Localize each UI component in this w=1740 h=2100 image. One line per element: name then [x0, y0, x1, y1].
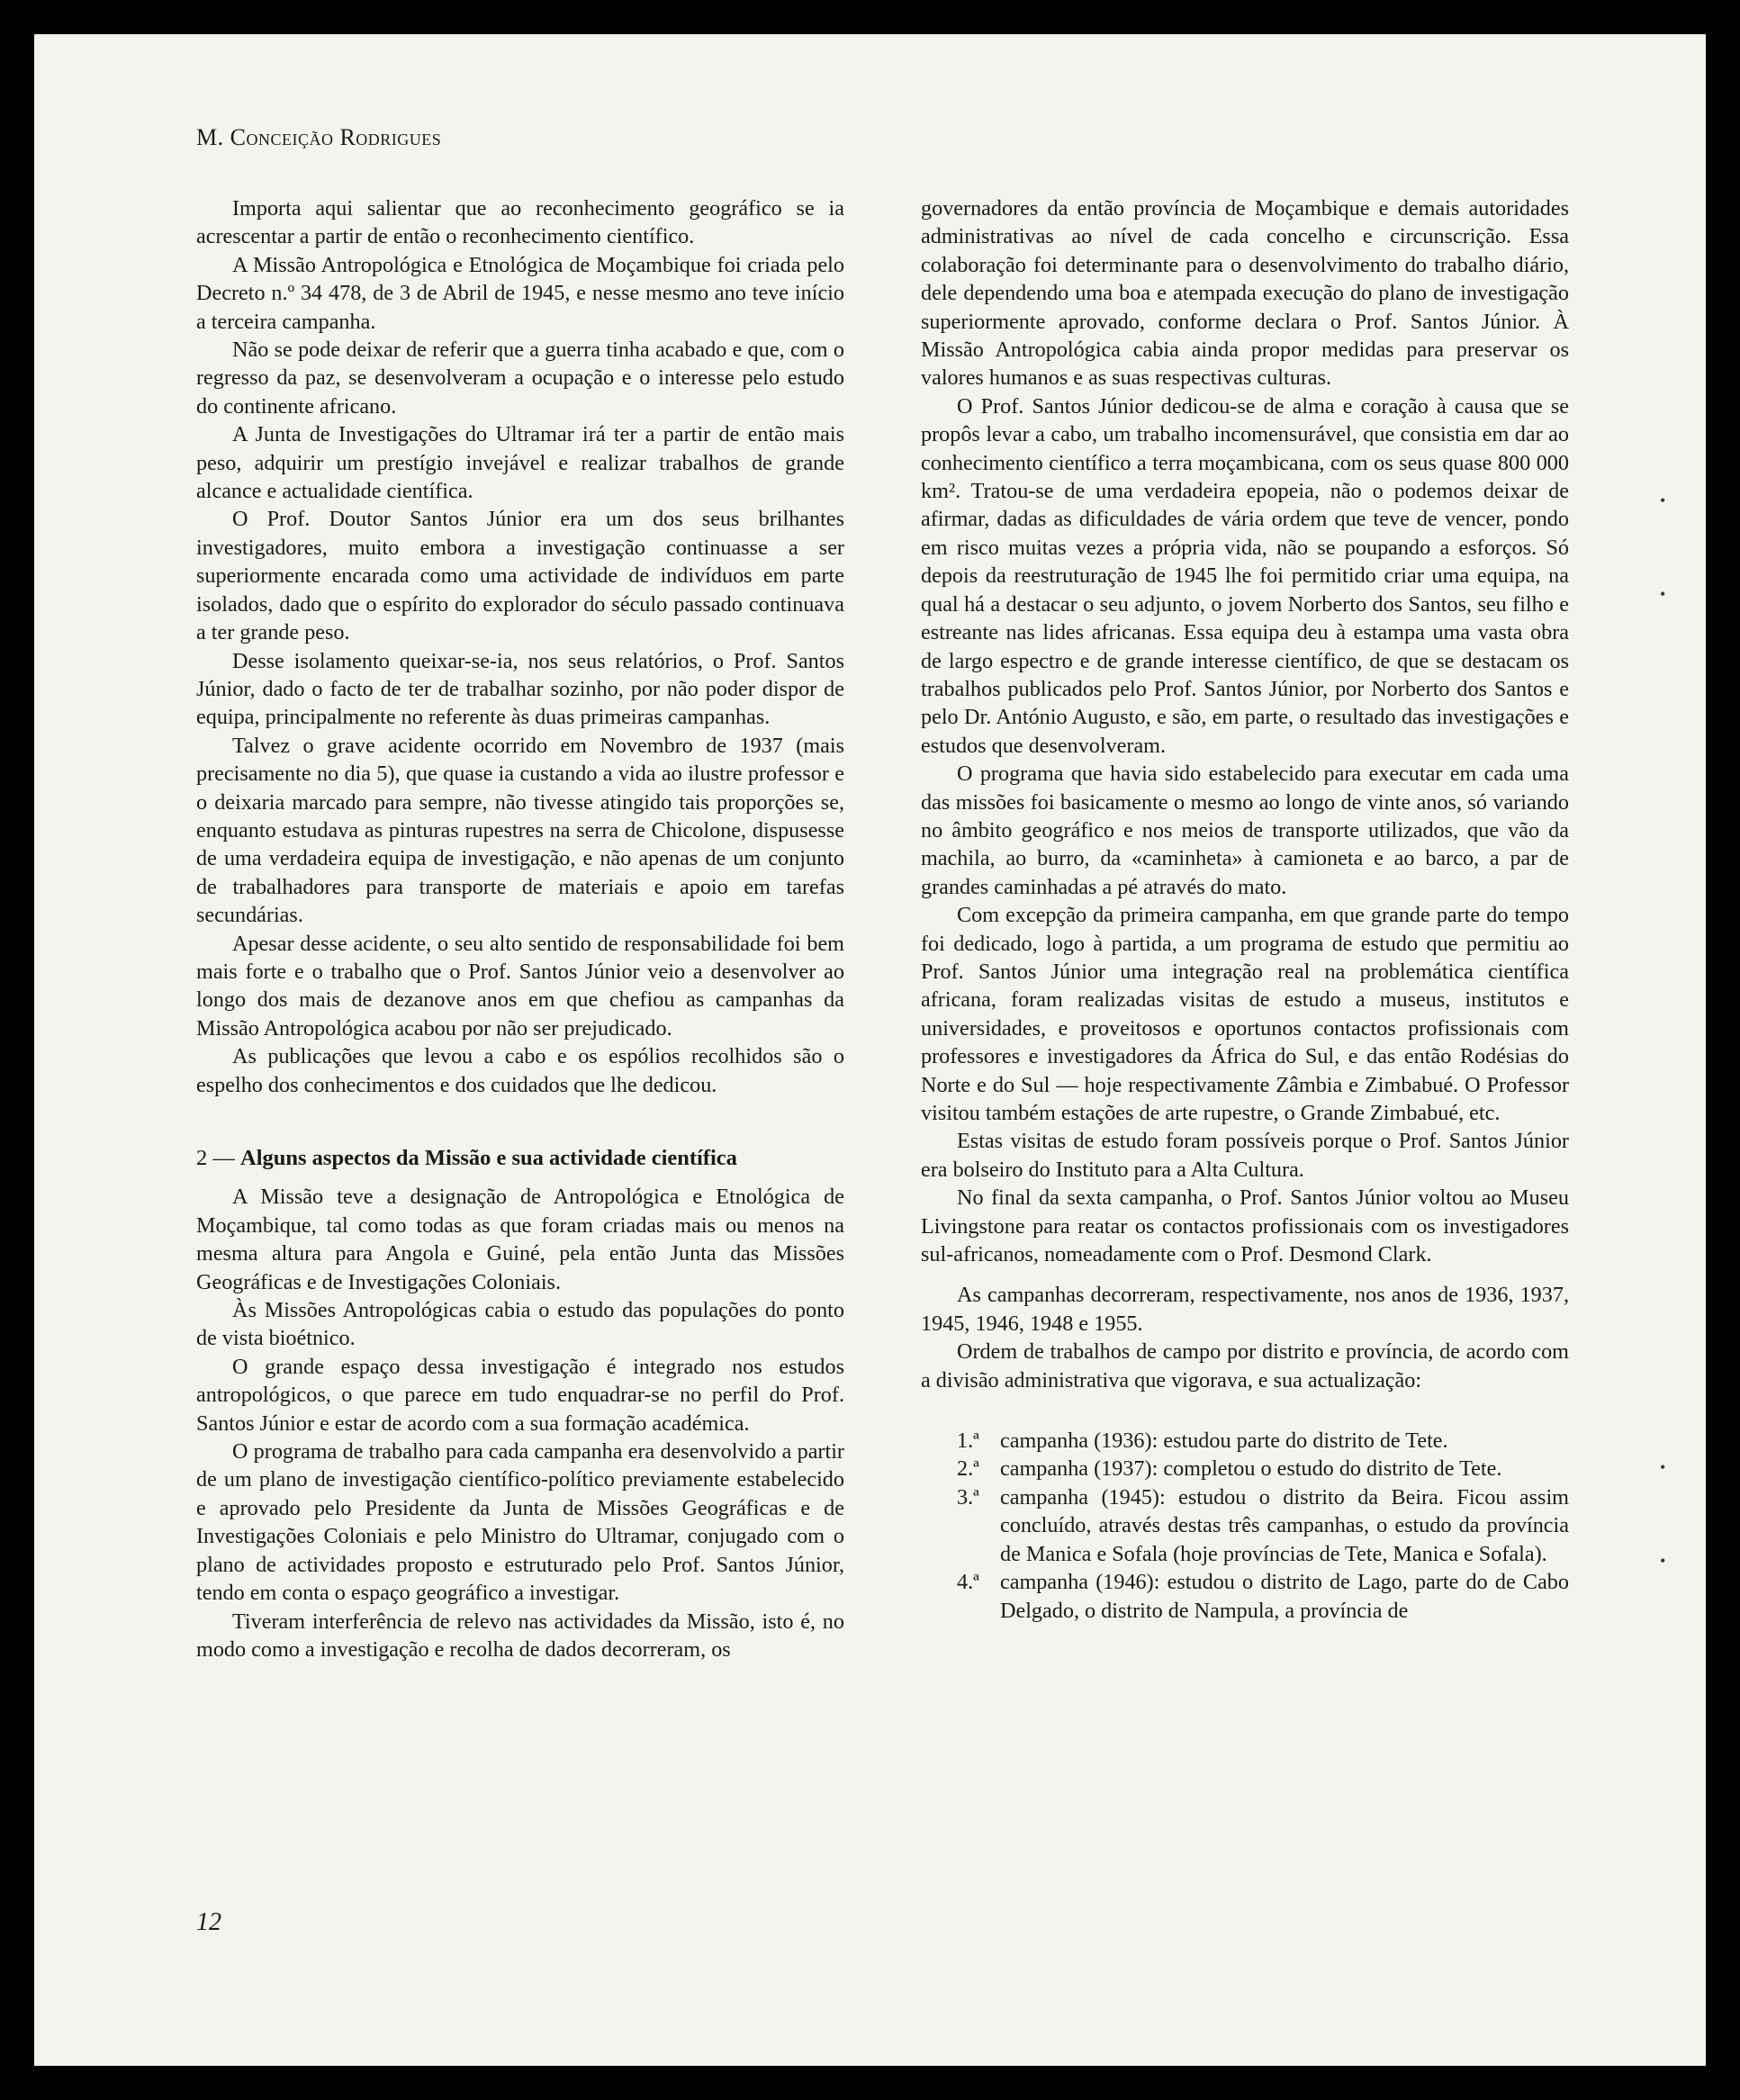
- running-head: [196, 124, 441, 151]
- paragraph: Com excepção da primeira campanha, em que grande parte do tempo foi dedicado, logo à partida, a um programa de estudo que permitiu ao Prof. Santos Júnior uma integração real na problemática científica africana, foram realizadas visitas de estudo a museus, institutos e universidades, e proveitosos e oportunos contactos profissionais com professores e investigadores da África do Sul, e das então Rodésias do Norte e do Sul — hoje respectivamente Zâmbia e Zimbabué. O Professor visitou também estações de arte rupestre, o Grande Zimbabué, etc.: [921, 903, 1569, 1125]
- paragraph: Tiveram interferência de relevo nas actividades da Missão, isto é, no modo como a investigação e recolha de dados decorreram, os: [196, 1609, 844, 1662]
- campaign-number: 4.ª: [957, 1570, 979, 1595]
- margin-mark: •: [1660, 585, 1666, 603]
- paragraph: Apesar desse acidente, o seu alto sentido de responsabilidade foi bem mais forte e o trabalho que o Prof. Santos Júnior veio a desenvolver ao longo dos mais de dezanove anos em que chefiou as campanhas da Missão Antropológica acabou por não ser prejudicado.: [196, 931, 844, 1041]
- margin-mark: •: [1660, 1458, 1666, 1476]
- paragraph: Estas visitas de estudo foram possíveis porque o Prof. Santos Júnior era bolseiro do Instituto para a Alta Cultura.: [921, 1129, 1569, 1182]
- left-column: [196, 194, 844, 1663]
- campaign-text: campanha (1937): completou o estudo do distrito de Tete.: [1000, 1456, 1502, 1482]
- paragraph: O Prof. Doutor Santos Júnior era um dos seus brilhantes investigadores, muito embora a investigação continuasse a ser superiormente encarada como uma actividade de indivíduos em parte isolados, dado que o espírito do explorador do século passado continuava a ter grande peso.: [196, 507, 844, 645]
- campaign-number: 2.ª: [957, 1456, 979, 1482]
- section-heading: [196, 1144, 844, 1172]
- paragraph: Talvez o grave acidente ocorrido em Novembro de 1937 (mais precisamente no dia 5), que quase ia custando a vida ao ilustre professor e o deixaria marcado para sempre, não tivesse atingido tais proporções se, enquanto estudava as pinturas rupestres na serra de Chicolone, dispusesse de uma verdadeira equipa de investigação, e não apenas de um conjunto de trabalhadores para transporte de materiais e apoio em tarefas secundárias.: [196, 733, 844, 928]
- section-number: 2 —: [196, 1146, 240, 1170]
- paragraph: O grande espaço dessa investigação é integrado nos estudos antropológicos, o que parece em tudo enquadrar-se no perfil do Prof. Santos Júnior e estar de acordo com a sua formação académica.: [196, 1354, 844, 1436]
- paragraph: As publicações que levou a cabo e os espólios recolhidos são o espelho dos conhecimentos e dos cuidados que lhe dedicou.: [196, 1044, 844, 1097]
- campaign-text: campanha (1946): estudou o distrito de Lago, parte do de Cabo Delgado, o distrito de Nampula, a província de: [1000, 1570, 1569, 1623]
- paragraph: Às Missões Antropológicas cabia o estudo das populações do ponto de vista bioétnico.: [196, 1298, 844, 1351]
- paragraph: Não se pode deixar de referir que a guerra tinha acabado e que, com o regresso da paz, se desenvolveram a ocupação e o interesse pelo estudo do continente africano.: [196, 338, 844, 419]
- paragraph: O programa de trabalho para cada campanha era desenvolvido a partir de um plano de investigação científico-político previamente estabelecido e aprovado pelo Presidente da Junta de Missões Geográficas e de Investigações Coloniais e pelo Ministro do Ultramar, conjugado com o plano de actividades proposto e estruturado pelo Prof. Santos Júnior, tendo em conta o espaço geográfico a investigar.: [196, 1439, 844, 1606]
- campaign-number: 3.ª: [957, 1484, 979, 1510]
- paragraph: Ordem de trabalhos de campo por distrito e província, de acordo com a divisão administrativa que vigorava, e sua actualização:: [921, 1339, 1569, 1392]
- list-item: [921, 1483, 1569, 1568]
- list-item: [921, 1455, 1569, 1483]
- paragraph: Desse isolamento queixar-se-ia, nos seus relatórios, o Prof. Santos Júnior, dado o facto de ter de trabalhar sozinho, por não poder dispor de equipa, principalmente no referente às duas primeiras campanhas.: [196, 648, 844, 730]
- list-item: [921, 1568, 1569, 1625]
- campaign-text: campanha (1945): estudou o distrito da Beira. Ficou assim concluído, através destas três campanhas, o estudo da província de Manica e Sofala (hoje províncias de Tete, Manica e Sofala).: [1000, 1484, 1569, 1566]
- campaign-list: [921, 1427, 1569, 1625]
- campaign-number: 1.ª: [957, 1429, 979, 1454]
- document-page: [34, 34, 1706, 2066]
- section-title: Alguns aspectos da Missão e sua actividade científica: [240, 1146, 737, 1170]
- paragraph: A Missão Antropológica e Etnológica de Moçambique foi criada pelo Decreto n.º 34 478, de 3 de Abril de 1945, e nesse mesmo ano teve início a terceira campanha.: [196, 252, 844, 334]
- paragraph: O Prof. Santos Júnior dedicou-se de alma e coração à causa que se propôs levar a cabo, um trabalho incomensurável, que consistia em dar ao conhecimento científico a terra moçambicana, com os seus quase 800 000 km². Tratou-se de uma verdadeira epopeia, não o podemos deixar de afirmar, dadas as dificuldades de vária ordem que teve de vencer, pondo em risco muitas vezes a própria vida, não se poupando a esforços. Só depois da reestruturação de 1945 lhe foi permitido criar uma equipa, na qual há a destacar o seu adjunto, o jovem Norberto dos Santos, seu filho e estreante nas lides africanas. Essa equipa deu à estampa uma vasta obra de largo espectro e de grande interesse científico, de que se destacam os trabalhos publicados pelo Prof. Santos Júnior, por Norberto dos Santos e pelo Dr. António Augusto, e são, em parte, o resultado das investigações e estudos que desenvolveram.: [921, 393, 1569, 758]
- paragraph: governadores da então província de Moçambique e demais autoridades administrativas ao nível de cada concelho e circunscrição. Essa colaboração foi determinante para o desenvolvimento do trabalho diário, dele dependendo uma boa e atempada execução do plano de investigação superiormente aprovado, conforme declara o Prof. Santos Júnior. À Missão Antropológica cabia ainda propor medidas para preservar os valores humanos e as suas respectivas culturas.: [921, 196, 1569, 391]
- margin-mark: •: [1660, 491, 1666, 509]
- margin-mark: •: [1660, 1552, 1666, 1570]
- paragraph: A Missão teve a designação de Antropológica e Etnológica de Moçambique, tal como todas as que foram criadas mais ou menos na mesma altura para Angola e Guiné, pela então Junta das Missões Geográficas e de Investigações Coloniais.: [196, 1185, 844, 1294]
- page-number: 12: [196, 1908, 221, 1936]
- author-name: Conceição Rodrigues: [230, 124, 442, 150]
- paragraph: Importa aqui salientar que ao reconhecimento geográfico se ia acrescentar a partir de então o reconhecimento científico.: [196, 196, 844, 249]
- paragraph: As campanhas decorreram, respectivamente, nos anos de 1936, 1937, 1945, 1946, 1948 e 1955.: [921, 1283, 1569, 1336]
- author-initial: M.: [196, 124, 230, 150]
- campaign-text: campanha (1936): estudou parte do distrito de Tete.: [1000, 1429, 1448, 1454]
- paragraph: O programa que havia sido estabelecido para executar em cada uma das missões foi basicamente o mesmo ao longo de vinte anos, só variando no âmbito geográfico e nos meios de transporte utilizados, que vão da machila, ao burro, da «caminheta» à camioneta e ao barco, a par de grandes caminhadas a pé através do mato.: [921, 762, 1569, 899]
- paragraph: No final da sexta campanha, o Prof. Santos Júnior voltou ao Museu Livingstone para reatar os contactos profissionais com os investigadores sul-africanos, nomeadamente com o Prof. Desmond Clark.: [921, 1185, 1569, 1267]
- right-column: [921, 194, 1569, 1625]
- list-item: [921, 1427, 1569, 1455]
- paragraph: A Junta de Investigações do Ultramar irá ter a partir de então mais peso, adquirir um prestígio invejável e realizar trabalhos de grande alcance e actualidade científica.: [196, 422, 844, 504]
